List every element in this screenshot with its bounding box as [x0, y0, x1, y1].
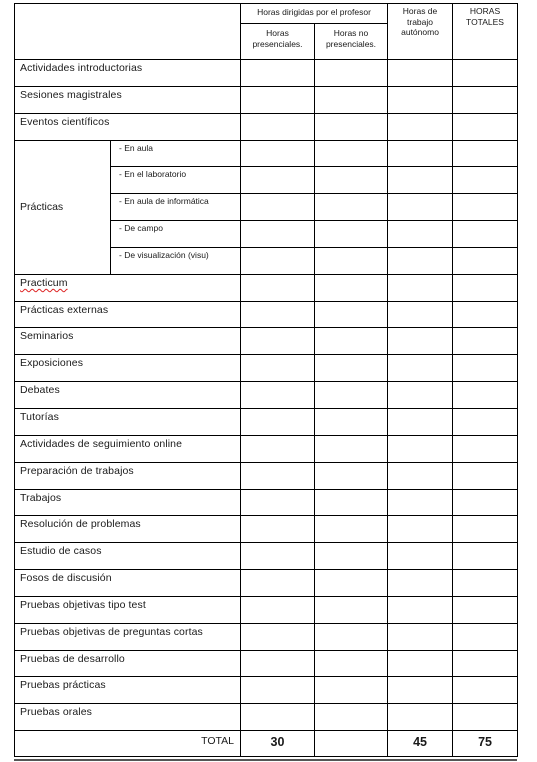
cell-presenciales	[241, 247, 315, 274]
cell-presenciales	[241, 194, 315, 221]
cell-presenciales	[241, 489, 315, 516]
page-bottom-rule	[14, 759, 517, 761]
cell-totales	[453, 194, 518, 221]
cell-presenciales	[241, 140, 315, 167]
cell-autonomo	[388, 516, 453, 543]
cell-autonomo	[388, 355, 453, 382]
cell-no-presenciales	[315, 543, 388, 570]
table-row	[15, 328, 518, 355]
cell-totales	[453, 462, 518, 489]
cell-autonomo	[388, 408, 453, 435]
activity-label: Practicum	[15, 274, 241, 301]
cell-totales	[453, 543, 518, 570]
cell-autonomo	[388, 435, 453, 462]
table-row	[15, 355, 518, 382]
cell-presenciales	[241, 113, 315, 140]
table-row	[15, 408, 518, 435]
cell-autonomo	[388, 167, 453, 194]
practicas-sub-label: - En aula	[111, 140, 241, 167]
cell-autonomo	[388, 596, 453, 623]
header-autonomo: Horas de trabajo autónomo	[388, 4, 453, 60]
cell-autonomo	[388, 86, 453, 113]
total-row	[15, 731, 518, 757]
cell-totales	[453, 328, 518, 355]
activity-label: Debates	[15, 382, 241, 409]
cell-presenciales	[241, 704, 315, 731]
header-dirigidas: Horas dirigidas por el profesor	[241, 4, 388, 24]
cell-presenciales	[241, 435, 315, 462]
cell-presenciales	[241, 650, 315, 677]
practicas-sub-label: - De visualización (visu)	[111, 247, 241, 274]
cell-presenciales	[241, 543, 315, 570]
cell-no-presenciales	[315, 301, 388, 328]
cell-presenciales	[241, 408, 315, 435]
cell-no-presenciales	[315, 516, 388, 543]
activity-label: Pruebas objetivas tipo test	[15, 596, 241, 623]
cell-no-presenciales	[315, 221, 388, 248]
total-autonomo: 45	[388, 731, 453, 757]
cell-autonomo	[388, 113, 453, 140]
cell-no-presenciales	[315, 704, 388, 731]
cell-autonomo	[388, 543, 453, 570]
table-row	[15, 435, 518, 462]
cell-totales	[453, 60, 518, 87]
total-totales: 75	[453, 731, 518, 757]
total-no-presenciales	[315, 731, 388, 757]
cell-totales	[453, 570, 518, 597]
activity-label: Tutorías	[15, 408, 241, 435]
cell-no-presenciales	[315, 596, 388, 623]
table-row	[15, 704, 518, 731]
table-row	[15, 86, 518, 113]
cell-autonomo	[388, 328, 453, 355]
cell-no-presenciales	[315, 489, 388, 516]
cell-no-presenciales	[315, 274, 388, 301]
table-row	[15, 596, 518, 623]
table-row	[15, 382, 518, 409]
cell-autonomo	[388, 247, 453, 274]
cell-autonomo	[388, 704, 453, 731]
cell-presenciales	[241, 301, 315, 328]
cell-no-presenciales	[315, 355, 388, 382]
cell-autonomo	[388, 140, 453, 167]
cell-totales	[453, 167, 518, 194]
cell-autonomo	[388, 677, 453, 704]
cell-totales	[453, 221, 518, 248]
practicas-sub-label: - De campo	[111, 221, 241, 248]
cell-autonomo	[388, 301, 453, 328]
activity-label: Eventos científicos	[15, 113, 241, 140]
table-row	[15, 274, 518, 301]
hours-table	[14, 3, 518, 757]
header-no-presenciales: Horas no presenciales.	[315, 24, 388, 60]
practicas-sub-label: - En el laboratorio	[111, 167, 241, 194]
cell-no-presenciales	[315, 113, 388, 140]
table-row	[15, 489, 518, 516]
cell-no-presenciales	[315, 247, 388, 274]
cell-totales	[453, 301, 518, 328]
cell-autonomo	[388, 623, 453, 650]
cell-presenciales	[241, 516, 315, 543]
cell-presenciales	[241, 382, 315, 409]
cell-totales	[453, 596, 518, 623]
activity-label: Pruebas objetivas de preguntas cortas	[15, 623, 241, 650]
cell-no-presenciales	[315, 60, 388, 87]
table-row	[15, 462, 518, 489]
practicas-group-label: Prácticas	[15, 140, 111, 274]
cell-totales	[453, 623, 518, 650]
cell-totales	[453, 140, 518, 167]
table-row	[15, 570, 518, 597]
cell-totales	[453, 650, 518, 677]
activity-label: Estudio de casos	[15, 543, 241, 570]
table-row	[15, 650, 518, 677]
cell-no-presenciales	[315, 570, 388, 597]
cell-no-presenciales	[315, 677, 388, 704]
activity-label: Resolución de problemas	[15, 516, 241, 543]
cell-totales	[453, 516, 518, 543]
table-row	[15, 113, 518, 140]
table-row	[15, 301, 518, 328]
cell-no-presenciales	[315, 462, 388, 489]
cell-autonomo	[388, 650, 453, 677]
table-row	[15, 543, 518, 570]
activity-label: Prácticas externas	[15, 301, 241, 328]
activity-label: Exposiciones	[15, 355, 241, 382]
activity-label: Seminarios	[15, 328, 241, 355]
cell-presenciales	[241, 462, 315, 489]
cell-presenciales	[241, 274, 315, 301]
activity-label: Pruebas prácticas	[15, 677, 241, 704]
cell-totales	[453, 355, 518, 382]
cell-presenciales	[241, 221, 315, 248]
table-row	[15, 623, 518, 650]
cell-autonomo	[388, 382, 453, 409]
cell-no-presenciales	[315, 167, 388, 194]
cell-no-presenciales	[315, 86, 388, 113]
activity-label: Pruebas de desarrollo	[15, 650, 241, 677]
cell-no-presenciales	[315, 623, 388, 650]
cell-autonomo	[388, 60, 453, 87]
cell-presenciales	[241, 86, 315, 113]
table-row	[15, 516, 518, 543]
practicas-sub-label: - En aula de informática	[111, 194, 241, 221]
cell-no-presenciales	[315, 382, 388, 409]
cell-totales	[453, 489, 518, 516]
cell-no-presenciales	[315, 650, 388, 677]
cell-totales	[453, 704, 518, 731]
cell-no-presenciales	[315, 328, 388, 355]
cell-no-presenciales	[315, 435, 388, 462]
cell-totales	[453, 86, 518, 113]
cell-autonomo	[388, 221, 453, 248]
cell-autonomo	[388, 274, 453, 301]
activity-label: Actividades de seguimiento online	[15, 435, 241, 462]
cell-no-presenciales	[315, 194, 388, 221]
cell-presenciales	[241, 328, 315, 355]
header-presenciales: Horas presenciales.	[241, 24, 315, 60]
total-presenciales: 30	[241, 731, 315, 757]
activity-label: Trabajos	[15, 489, 241, 516]
total-label: TOTAL	[15, 731, 241, 757]
cell-autonomo	[388, 570, 453, 597]
cell-presenciales	[241, 623, 315, 650]
cell-totales	[453, 677, 518, 704]
cell-autonomo	[388, 194, 453, 221]
cell-presenciales	[241, 167, 315, 194]
activity-label: Fosos de discusión	[15, 570, 241, 597]
cell-totales	[453, 113, 518, 140]
cell-presenciales	[241, 570, 315, 597]
table-row	[15, 677, 518, 704]
table-row	[15, 140, 518, 167]
table-row	[15, 60, 518, 87]
cell-autonomo	[388, 489, 453, 516]
activity-label: Preparación de trabajos	[15, 462, 241, 489]
cell-no-presenciales	[315, 140, 388, 167]
cell-totales	[453, 247, 518, 274]
header-blank-cell	[15, 4, 241, 60]
cell-presenciales	[241, 596, 315, 623]
cell-totales	[453, 435, 518, 462]
cell-presenciales	[241, 60, 315, 87]
cell-presenciales	[241, 355, 315, 382]
cell-presenciales	[241, 677, 315, 704]
activity-label: Pruebas orales	[15, 704, 241, 731]
cell-totales	[453, 408, 518, 435]
activity-label: Actividades introductorias	[15, 60, 241, 87]
cell-no-presenciales	[315, 408, 388, 435]
cell-autonomo	[388, 462, 453, 489]
cell-totales	[453, 274, 518, 301]
activity-label: Sesiones magistrales	[15, 86, 241, 113]
header-totales: HORAS TOTALES	[453, 4, 518, 60]
cell-totales	[453, 382, 518, 409]
